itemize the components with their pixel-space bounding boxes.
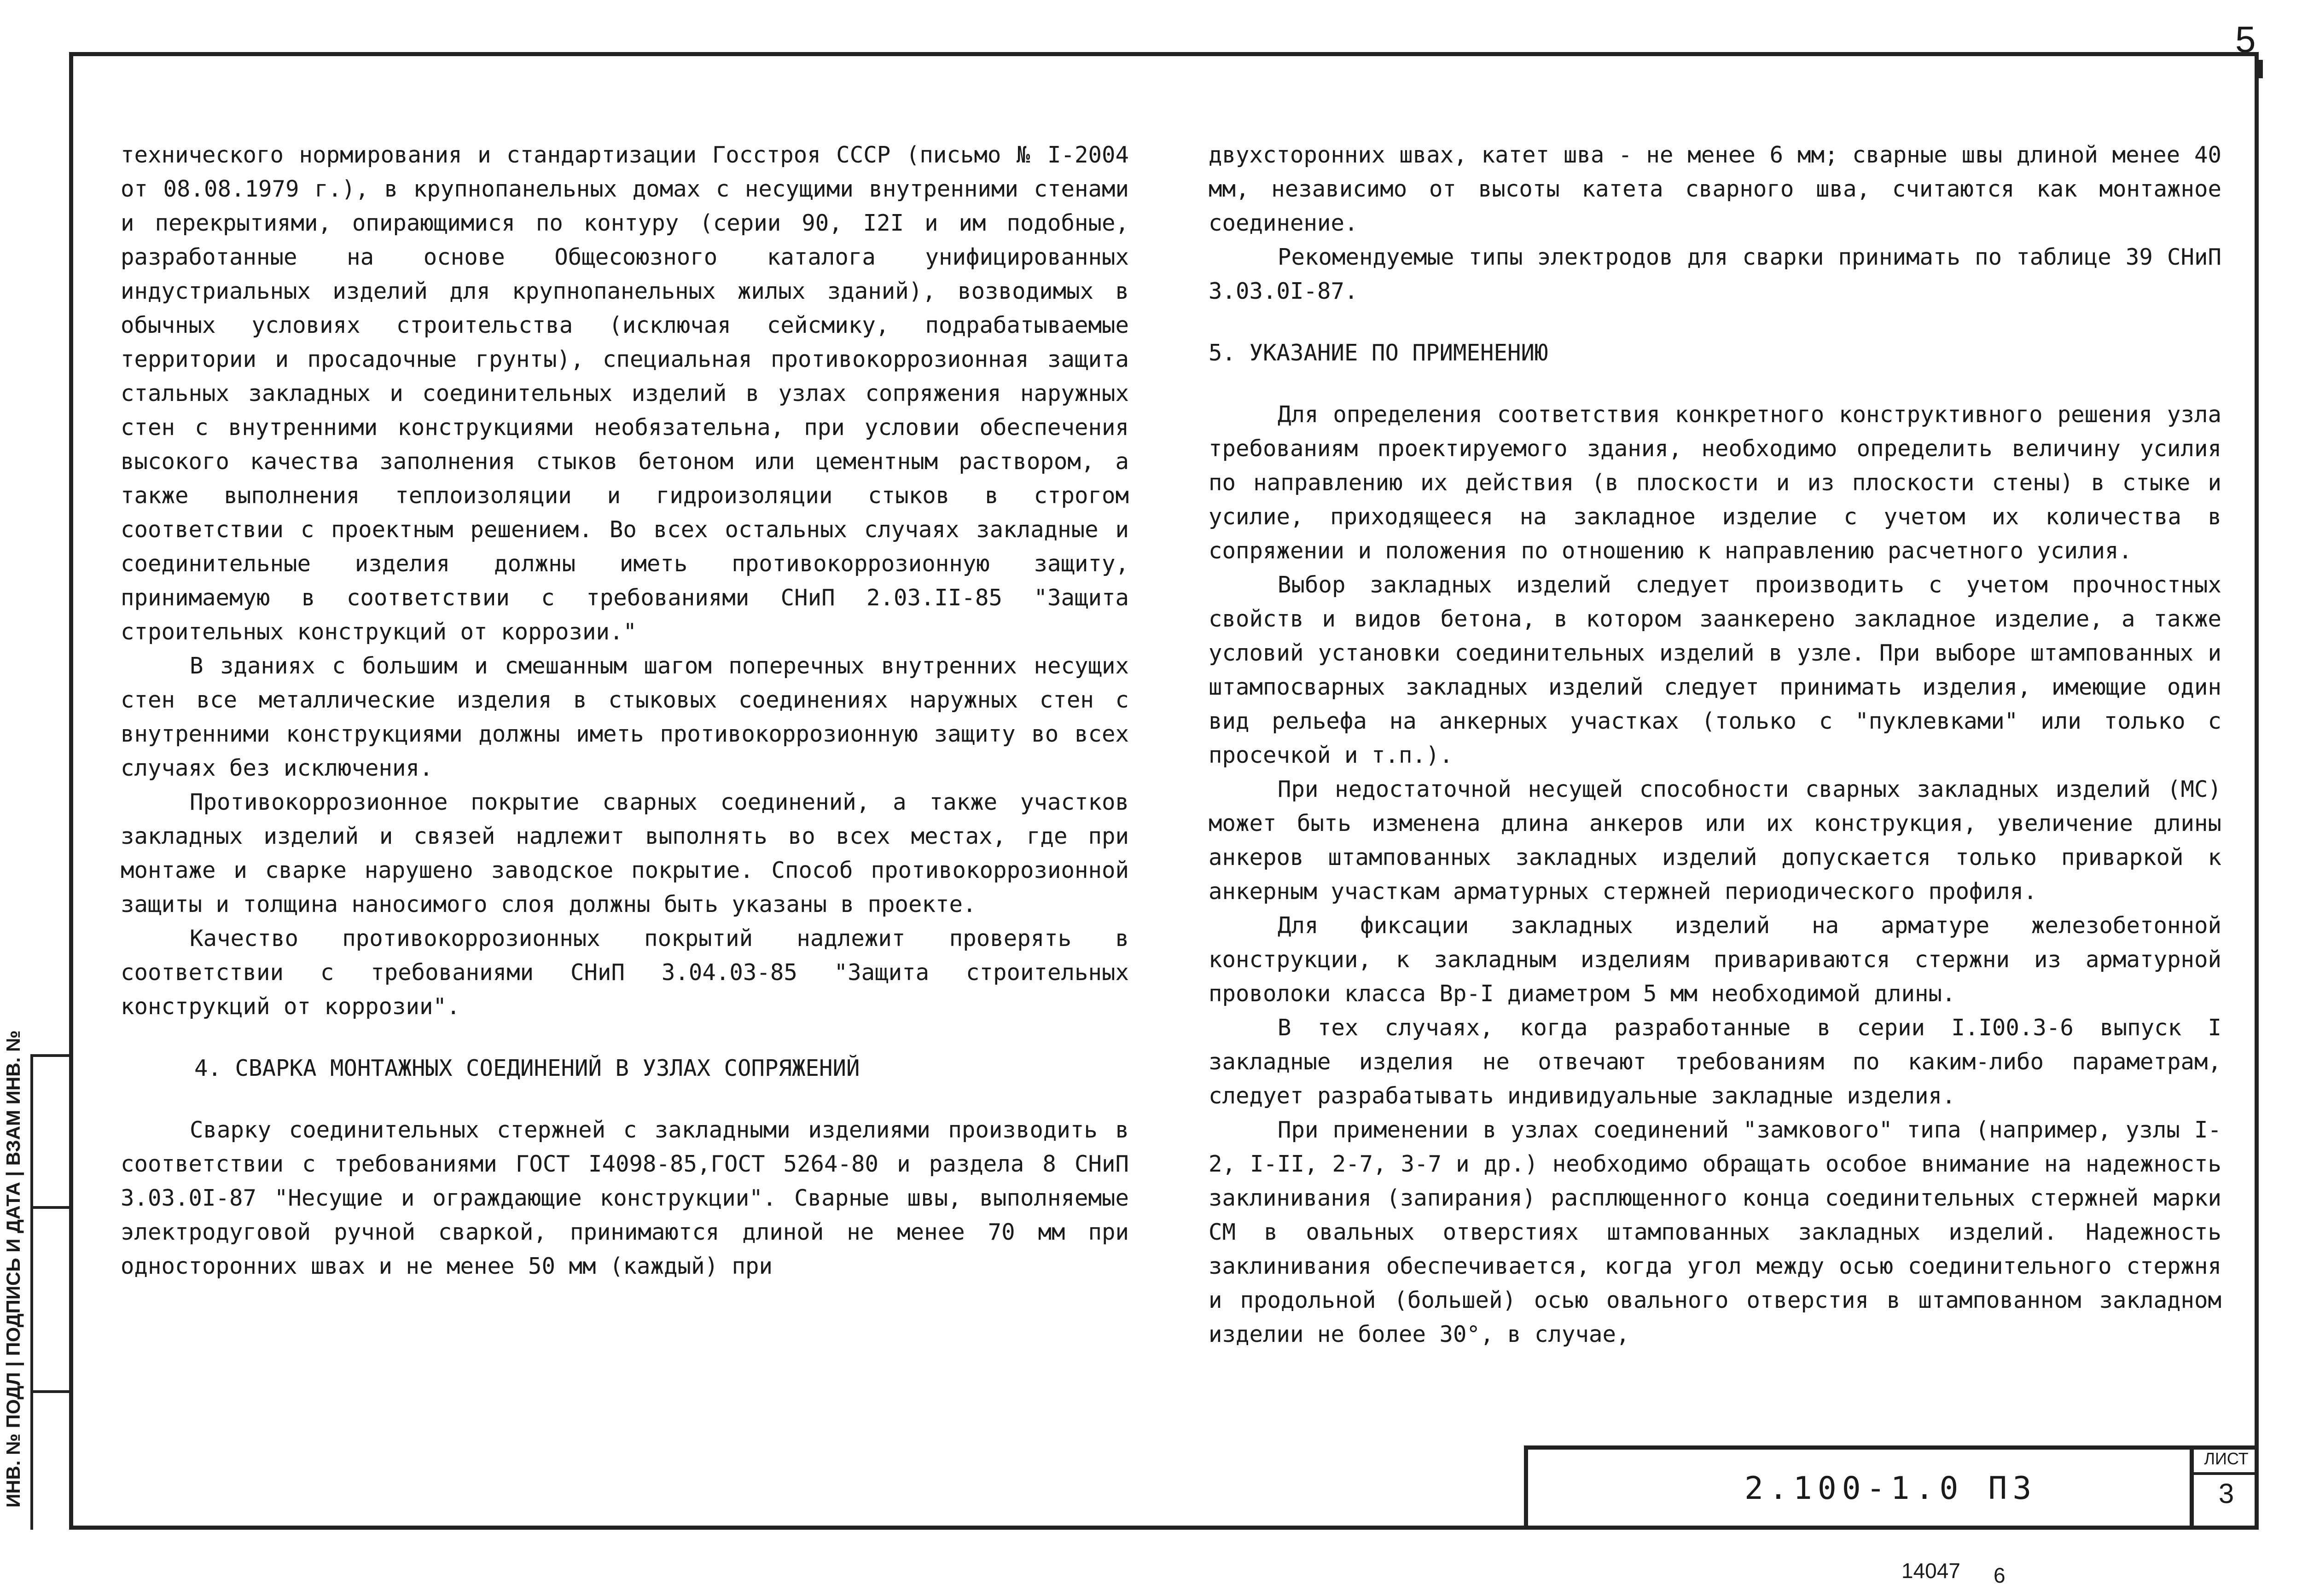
sequence-number: 6 [1994, 1563, 2006, 1587]
section-4-heading: 4. СВАРКА МОНТАЖНЫХ СОЕДИНЕНИЙ В УЗЛАХ СОПРЯЖЕНИЙ [194, 1055, 860, 1081]
right-paragraph-2: Рекомендуемые типы электродов для сварки принимать по таблице 39 СНиП 3.03.0I-87. [1209, 244, 2221, 304]
left-paragraph-4: Качество противокоррозионных покрытий надлежит проверять в соответствии с требованиями СНиП 3.04.03-85 "Защита строительных конструкций от коррозии". [121, 925, 1129, 1020]
title-block [1524, 1445, 2259, 1530]
right-paragraph-1: двухсторонних швах, катет шва - не менее 6 мм; сварные швы длиной менее 40 мм, независимо от высоты катета сварного шва, считаются как монтажное соединение. [1209, 142, 2221, 236]
right-column [1209, 138, 2221, 1352]
side-stamp-text: ИНВ. № ПОДЛ | ПОДПИСЬ И ДАТА | ВЗАМ ИНВ. № [2, 1030, 24, 1508]
right-paragraph-3: Для определения соответствия конкретного конструктивного решения узла требованиям проектируемого здания, необходимо определить величину усилия по направлению их действия (в плоскости и из плоскости стены) в стыке и усилие, приходящееся на закладное изделие с учетом их количества в сопряжении и положения по отношению к направлению расчетного усилия. [1209, 401, 2221, 564]
right-paragraph-4: Выбор закладных изделий следует производить с учетом прочностных свойств и видов бетона, в котором заанкерено закладное изделие, а также условий установки соединительных изделий в узле. При выборе штампованных и штампосварных закладных изделий следует принимать изделия, имеющие один вид рельефа на анкерных участках (только с "пуклевками" или только с просечкой и т.п.). [1209, 572, 2221, 768]
right-paragraph-8: При применении в узлах соединений "замкового" типа (например, узлы I-2, I-II, 2-7, 3-7 и др.) необходимо обращать особое внимание на надежность заклинивания (запирания) расплющенного конца соединительных стержней марки СМ в овальных отверстиях штампованных закладных изделий. Надежность заклинивания обеспечивается, когда угол между осью соединительного стержня и продольной (большей) осью овального отверстия в штампованном закладном изделии не более 30°, в случае, [1209, 1117, 2221, 1347]
section-5-heading: 5. УКАЗАНИЕ ПО ПРИМЕНЕНИЮ [1209, 340, 1548, 366]
inventory-number: 14047 [1901, 1559, 1960, 1583]
side-stamp-divider [30, 1390, 69, 1393]
document-code: 2.100-1.0 ПЗ [1744, 1470, 2037, 1507]
frame-tick [2259, 60, 2263, 78]
page-number: 5 [2235, 19, 2256, 60]
side-stamp-line [30, 1054, 33, 1530]
left-paragraph-2: В зданиях с большим и смешанным шагом поперечных внутренних несущих стен все металлические изделия в стыковых соединениях наружных стен с внутренними конструкциями должны иметь противокоррозионную защиту во всех случаях без исключения. [121, 653, 1129, 781]
side-stamp [0, 1030, 69, 1530]
right-paragraph-7: В тех случаях, когда разработанные в серии I.I00.3-6 выпуск I закладные изделия не отвечают требованиям по каким-либо параметрам, следует разрабатывать индивидуальные закладные изделия. [1209, 1015, 2221, 1109]
left-column [121, 138, 1129, 1283]
sheet-label: ЛИСТ [2194, 1445, 2259, 1475]
left-paragraph-1: технического нормирования и стандартизации Госстроя СССР (письмо № I-2004 от 08.08.1979 г.), в крупнопанельных домах с несущими внутренними стенами и перекрытиями, опирающимися по контуру (серии 90, I2I и им подобные, разработанные на основе Общесоюзного каталога унифицированных индустриальных изделий для крупнопанельных жилых зданий), возводимых в обычных условиях строительства (исключая сейсмику, подрабатываемые территории и просадочные грунты), специальная противокоррозионная защита стальных закладных и соединительных изделий в узлах сопряжения наружных стен с внутренними конструкциями необязательна, при условии обеспечения высокого качества заполнения стыков бетоном или цементным раствором, а также выполнения теплоизоляции и гидроизоляции стыков в строгом соответствии с проектным решением. Во всех остальных случаях закладные и соединительные изделия должны иметь противокоррозионную защиту, принимаемую в соответствии с требованиями СНиП 2.03.II-85 "Защита строительных конструкций от коррозии." [121, 142, 1129, 645]
right-paragraph-5: При недостаточной несущей способности сварных закладных изделий (МС) может быть изменена длина анкеров или их конструкция, увеличение длины анкеров штампованных закладных изделий допускается только приваркой к анкерным участкам арматурных стержней периодического профиля. [1209, 776, 2221, 905]
side-stamp-divider [30, 1206, 69, 1209]
left-paragraph-5: Сварку соединительных стержней с закладными изделиями производить в соответствии с требованиями ГОСТ I4098-85,ГОСТ 5264-80 и раздела 8 СНиП 3.03.0I-87 "Несущие и ограждающие конструкции". Сварные швы, выполняемые электродуговой ручной сваркой, принимаются длиной не менее 70 мм при односторонних швах и не менее 50 мм (каждый) при [121, 1117, 1129, 1279]
sheet-box [2190, 1445, 2259, 1530]
left-paragraph-3: Противокоррозионное покрытие сварных соединений, а также участков закладных изделий и связей надлежит выполнять во всех местах, где при монтаже и сварке нарушено заводское покрытие. Способ противокоррозионной защиты и толщина наносимого слоя должны быть указаны в проекте. [121, 789, 1129, 917]
right-paragraph-6: Для фиксации закладных изделий на арматуре железобетонной конструкции, к закладным изделиям привариваются стержни из арматурной проволоки класса Вр-I диаметром 5 мм необходимой длины. [1209, 912, 2221, 1007]
sheet-number: 3 [2218, 1478, 2234, 1509]
side-stamp-divider [30, 1054, 69, 1057]
